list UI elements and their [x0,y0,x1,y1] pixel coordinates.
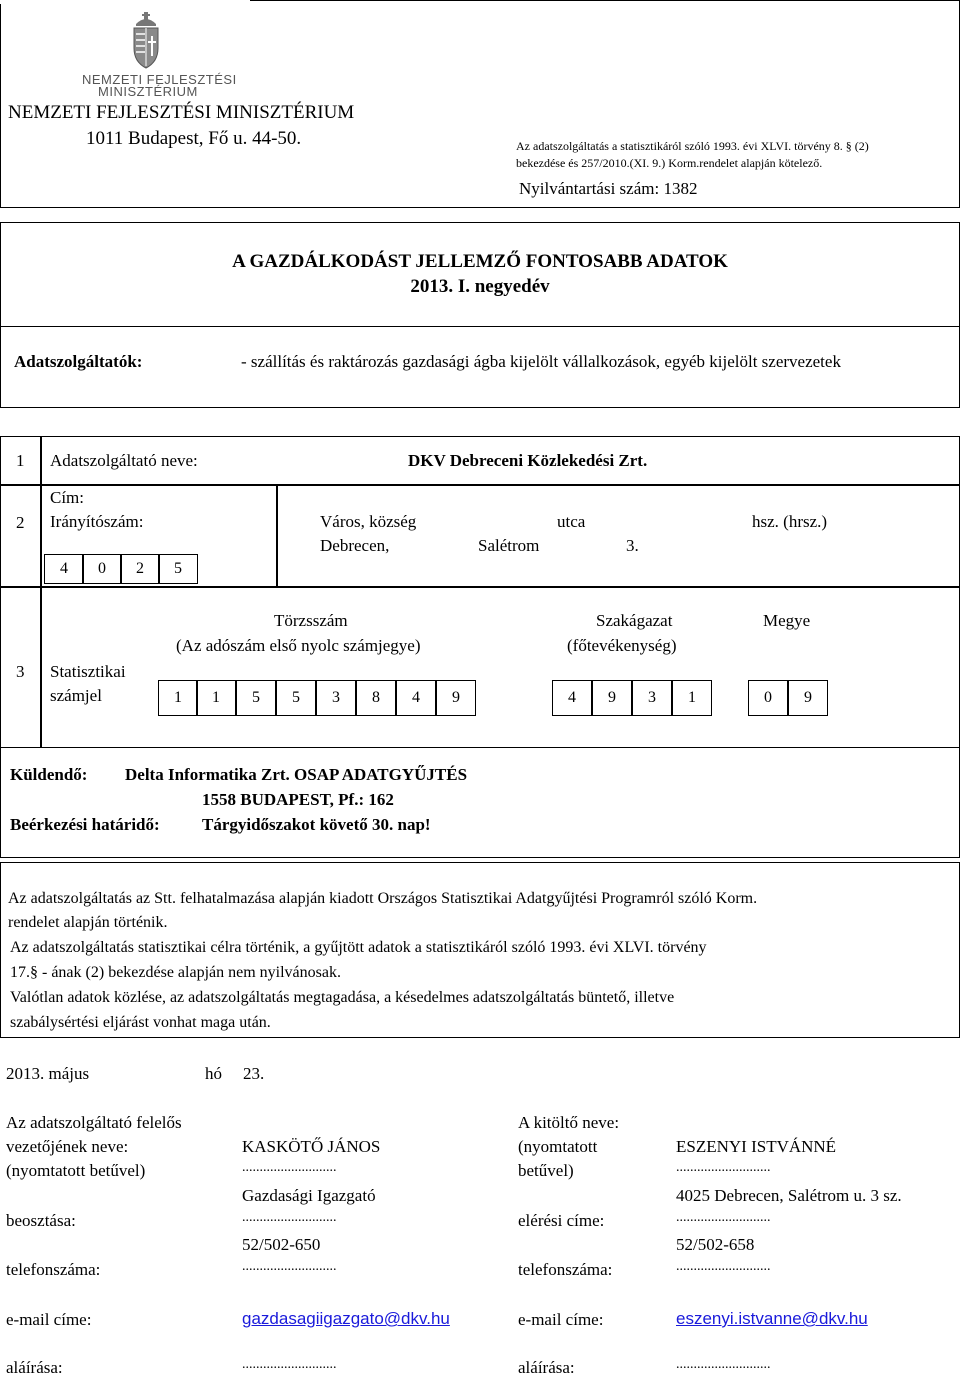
responsible-label3: (nyomtatott betűvel) [6,1161,146,1180]
deadline-label: Beérkezési határidő: [10,815,160,834]
filler-label3: betűvel) [518,1161,574,1180]
torzsszam-sublabel: (Az adószám első nyolc számjegye) [176,636,421,655]
zip-digit: 4 [44,554,84,584]
notice-p2-line2: 17.§ - ának (2) bekezdése alapján nem nyilvánosak. [10,964,341,981]
providers-value: - szállítás és raktározás gazdasági ágba kijelölt vállalkozások, egyéb kijelölt szervezetek [241,352,841,371]
header-top-bar [0,0,250,4]
filler-name: ESZENYI ISTVÁNNÉ [676,1137,837,1156]
legal-basis-line2: bekezdése és 257/2010.(XI. 9.) Korm.rendelet alapján kötelező. [516,156,823,170]
ministry-address: 1011 Budapest, Fő u. 44-50. [86,128,302,149]
torzsszam-label: Törzsszám [274,611,348,630]
section1-number: 1 [16,451,25,470]
filler-email-label: e-mail címe: [518,1310,604,1329]
address-label: Cím: [50,488,85,507]
title-box [0,222,960,326]
notice-p3-line1: Valótlan adatok közlése, az adatszolgáltatás megtagadása, a késedelmes adatszolgáltatás büntető, illetve [10,989,675,1006]
notice-p1-line2: rendelet alapján történik. [8,914,168,931]
row1-divider [0,484,960,486]
responsible-position: Gazdasági Igazgató [242,1186,376,1205]
legal-basis-line1: Az adatszolgáltatás a statisztikáról szóló 1993. évi XLVI. törvény 8. § (2) [516,139,869,153]
notice-p3-line2: szabálysértési eljárást vonhat maga után. [10,1014,271,1031]
notice-p1-line1: Az adatszolgáltatás az Stt. felhatalmazása alapján kiadott Országos Statisztikai Adatgyűjtési Programról szóló Korm. [8,890,758,907]
responsible-phone-label: telefonszáma: [6,1260,101,1279]
logo-text-line2: MINISZTÉRIUM [98,84,198,99]
filler-sign-label: aláírása: [518,1358,575,1377]
responsible-name: KASKÖTŐ JÁNOS [242,1137,381,1156]
responsible-label2: vezetőjének neve: [6,1137,129,1156]
form-period: 2013. I. negyedév [410,276,550,297]
filler-phone-label: telefonszáma: [518,1260,613,1279]
date-ho: hó [205,1064,222,1083]
responsible-phone-dots: ........................... [242,1259,337,1274]
city-label: Város, község [320,512,417,531]
logo-text-line1: NEMZETI FEJLESZTÉSI [82,72,237,87]
city-value: Debrecen, [320,536,390,555]
coat-of-arms-icon [128,10,164,70]
send-address-line2: 1558 BUDAPEST, Pf.: 162 [202,790,394,809]
torzsszam-digit: 4 [396,680,436,716]
filler-address-label: elérési címe: [518,1211,605,1230]
responsible-email-label: e-mail címe: [6,1310,92,1329]
date-day: 23. [243,1064,265,1083]
megye-digit: 0 [748,680,788,716]
torzsszam-digit: 1 [196,680,236,716]
responsible-email-link[interactable]: gazdasagiigazgato@dkv.hu [242,1309,450,1328]
street-value: Salétrom [478,536,540,555]
house-number-label: hsz. (hrsz.) [752,512,828,531]
notice-p2-line1: Az adatszolgáltatás statisztikai célra történik, a gyűjtött adatok a statisztikáról szóló 1993. évi XLVI. törvény [10,939,707,956]
row2-divider [0,586,960,588]
responsible-label1: Az adatszolgáltató felelős [6,1113,182,1132]
registration-number: Nyilvántartási szám: 1382 [519,179,698,198]
filler-address-dots: ........................... [676,1210,771,1225]
section3-number: 3 [16,662,25,681]
num-col-divider [40,436,42,748]
szakagazat-digit: 1 [672,680,712,716]
responsible-sign-label: aláírása: [6,1358,63,1377]
providers-label: Adatszolgáltatók: [14,352,143,371]
szakagazat-label: Szakágazat [596,611,673,630]
zip-digit: 0 [82,554,122,584]
megye-digit: 9 [788,680,828,716]
form-title: A GAZDÁLKODÁST JELLEMZŐ FONTOSABB ADATOK [232,251,728,272]
filler-name-dots: ........................... [676,1160,771,1175]
zip-label: Irányítószám: [50,512,144,531]
torzsszam-digit: 8 [356,680,396,716]
house-number-value: 3. [626,536,639,555]
filler-phone: 52/502-658 [676,1235,755,1254]
torzsszam-digit: 5 [236,680,276,716]
filler-label2: (nyomtatott [518,1137,598,1156]
provider-name-value: DKV Debreceni Közlekedési Zrt. [408,451,648,470]
szakagazat-digit: 4 [552,680,592,716]
megye-label: Megye [763,611,811,630]
responsible-name-dots: ........................... [242,1160,337,1175]
responsible-phone: 52/502-650 [242,1235,321,1254]
provider-name-label: Adatszolgáltató neve: [50,451,198,470]
filler-phone-dots: ........................... [676,1259,771,1274]
torzsszam-digit: 1 [158,680,198,716]
szakagazat-digit: 9 [592,680,632,716]
date-year-month: 2013. május [6,1064,90,1083]
responsible-position-dots: ........................... [242,1210,337,1225]
zip-digit: 5 [158,554,198,584]
street-label: utca [557,512,586,531]
szakagazat-sublabel: (főtevékenység) [567,636,677,655]
zip-digit: 2 [120,554,160,584]
responsible-sign-dots: ........................... [242,1357,337,1372]
filler-label1: A kitöltő neve: [518,1113,620,1132]
filler-address: 4025 Debrecen, Salétrom u. 3 sz. [676,1186,902,1205]
stat-code-label2: számjel [50,686,102,705]
torzsszam-digit: 5 [276,680,316,716]
section2-number: 2 [16,513,25,532]
stat-code-label1: Statisztikai [50,662,126,681]
szakagazat-digit: 3 [632,680,672,716]
send-label: Küldendő: [10,765,88,784]
deadline-value: Tárgyidőszakot követő 30. nap! [202,815,431,834]
torzsszam-digit: 9 [436,680,476,716]
filler-sign-dots: ........................... [676,1357,771,1372]
responsible-position-label: beosztása: [6,1211,76,1230]
torzsszam-digit: 3 [316,680,356,716]
filler-email-link[interactable]: eszenyi.istvanne@dkv.hu [676,1309,868,1328]
zip-col-divider [276,484,278,586]
send-address-line1: Delta Informatika Zrt. OSAP ADATGYŰJTÉS [125,765,468,784]
ministry-name: NEMZETI FEJLESZTÉSI MINISZTÉRIUM [8,102,355,123]
